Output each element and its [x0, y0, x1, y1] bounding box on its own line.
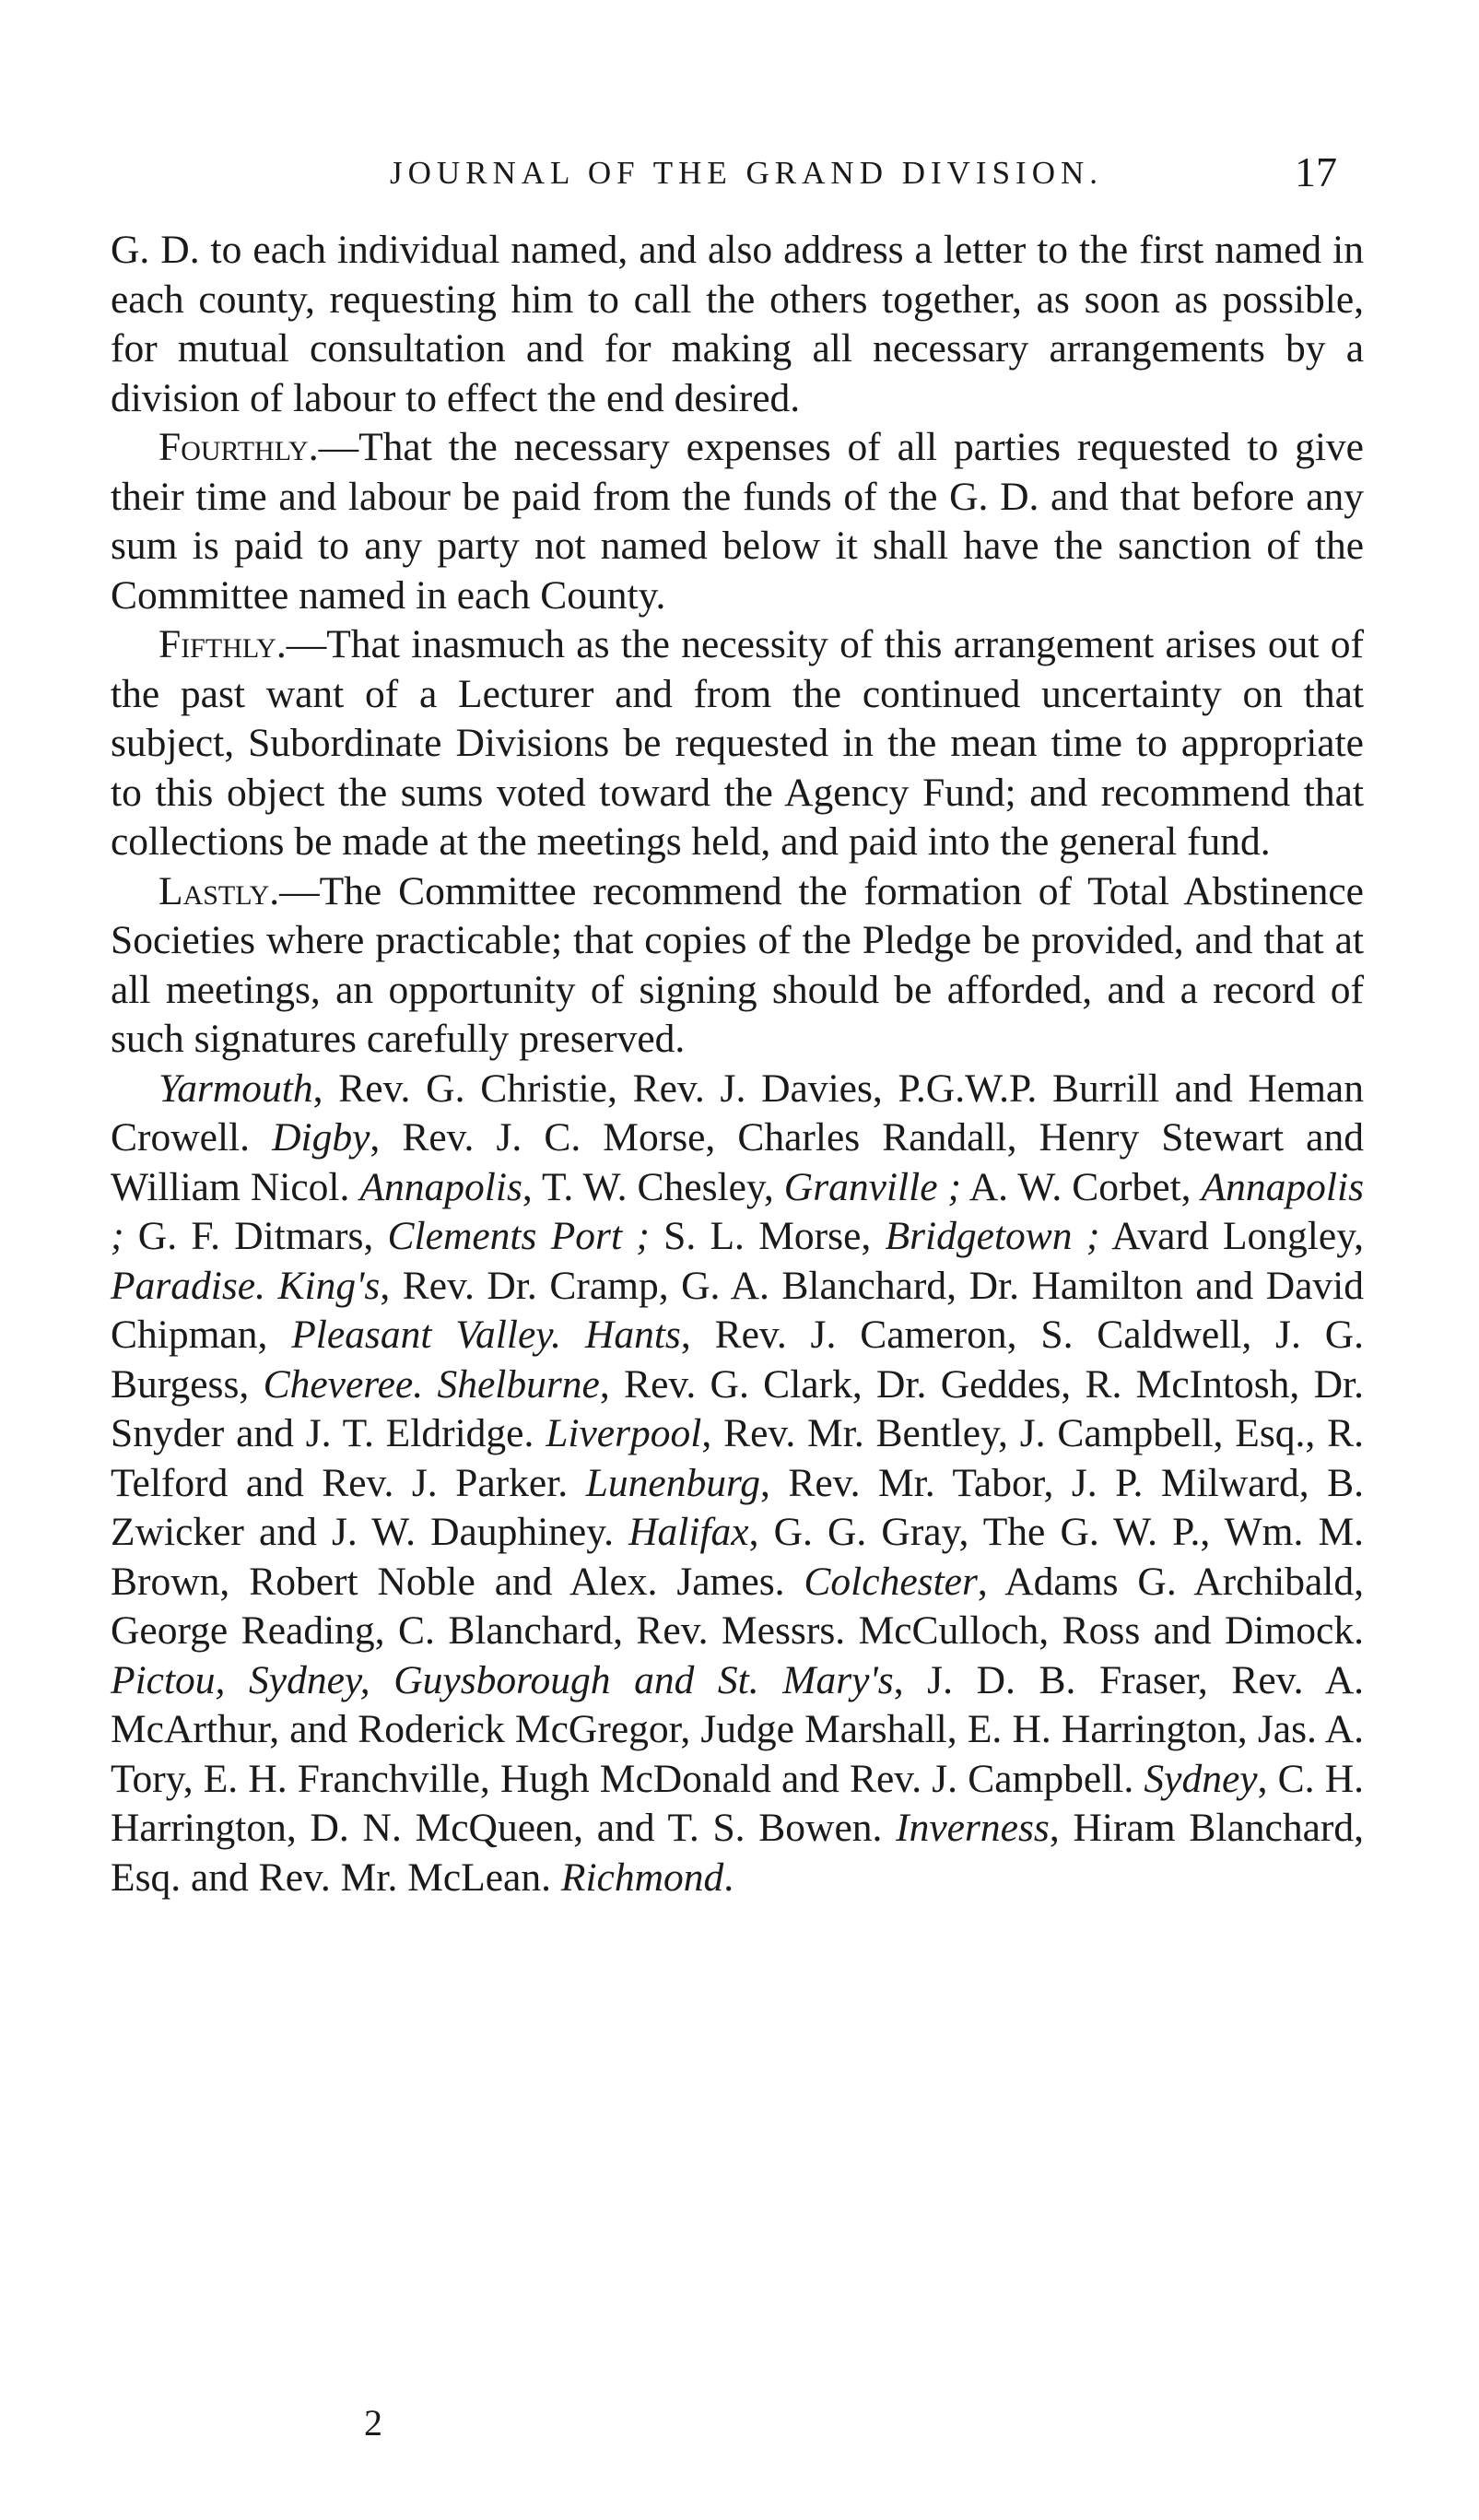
committee-members: , Rev. Mr. Bentley, J. Campbell, Esq., R. Telford and Rev. J. Parker. — [111, 1411, 1364, 1505]
committee-members — [561, 1313, 585, 1357]
paragraph-text: —The Committee recommend the formation of Total Abstinence Societies where practicable; that copies of the Pledge be provided, and that at all meetings, an opportunity of signing should be afforded, and a record of such signatures carefully preserved. — [111, 868, 1364, 1061]
committee-members: , Adams G. Archibald, George Reading, C. Blanchard, Rev. Messrs. McCulloch, Ross and Dimock. — [111, 1559, 1364, 1653]
place-name: Halifax — [628, 1510, 749, 1554]
paragraph-fifthly — [111, 620, 1364, 867]
paragraph-text: —That the necessary expenses of all parties requested to give their time and labour be paid from the funds of the G. D. and that before any sum is paid to any party not named below it shall have the sanction of the Committee named in each County. — [111, 425, 1364, 618]
committee-list — [111, 1065, 1364, 1903]
paragraph-continuation: G. D. to each individual named, and also address a letter to the first named in each county, requesting him to call the others together, as soon as possible, for mutual consultation and for making all necessary arrangements by a division of labour to effect the end desired. — [111, 228, 1364, 420]
place-name: Pleasant Valley. — [291, 1313, 562, 1357]
committee-members: , Rev. Mr. Tabor, J. P. Milward, B. Zwicker and J. W. Dauphiney. — [111, 1460, 1365, 1554]
committee-members: , Rev. J. Cameron, S. Caldwell, J. G. Burgess, — [111, 1313, 1364, 1407]
place-name: Shelburne — [437, 1361, 600, 1407]
place-name: Liverpool — [546, 1411, 702, 1455]
signature-mark: 2 — [364, 2402, 382, 2443]
place-name: Cheveree. — [263, 1361, 424, 1407]
place-name: Granville ; — [783, 1164, 962, 1209]
running-head: JOURNAL OF THE GRAND DIVISION. — [389, 155, 1104, 191]
committee-members — [423, 1362, 437, 1407]
place-name: Paradise. — [111, 1263, 265, 1308]
place-name: Richmond — [560, 1855, 724, 1900]
committee-members: A. W. Corbet, — [961, 1164, 1202, 1209]
committee-members: Avard Longley, — [1099, 1214, 1364, 1258]
committee-members: , Rev. G. Christie, Rev. J. Davies, P.G.W.P. Burrill and Heman Crowell. — [111, 1066, 1364, 1160]
committee-members: , Rev. G. Clark, Dr. Geddes, R. McIntosh, Dr. Snyder and J. T. Eldridge. — [111, 1361, 1365, 1455]
paragraph-lead: Lastly. — [158, 868, 280, 913]
place-name: Inverness — [896, 1806, 1050, 1850]
paragraph-lead: Fifthly. — [158, 622, 287, 666]
committee-members: , C. H. Harrington, D. N. McQueen, and T. S. Bowen. — [111, 1756, 1364, 1850]
committee-members: S. L. Morse, — [649, 1214, 886, 1258]
place-name: Clements Port ; — [387, 1214, 650, 1258]
committee-members: , Rev. J. C. Morse, Charles Randall, Henry Stewart and William Nicol. — [111, 1115, 1364, 1209]
body-text — [111, 226, 1364, 1902]
place-name: King's — [277, 1263, 381, 1308]
committee-members: G. F. Ditmars, — [123, 1214, 388, 1258]
place-name: Bridgetown ; — [885, 1214, 1100, 1258]
paragraph-fourthly — [111, 423, 1364, 620]
place-name: Lunenburg — [585, 1460, 761, 1505]
place-name: Pictou, Sydney, Guysborough and St. Mary's — [111, 1657, 894, 1702]
page-number: 17 — [1295, 148, 1337, 195]
committee-members — [265, 1264, 278, 1308]
place-name: Colchester — [804, 1559, 978, 1604]
place-name: Sydney — [1144, 1756, 1258, 1801]
paragraph-lastly — [111, 867, 1364, 1065]
committee-members: , Hiram Blanchard, Esq. and Rev. Mr. McLean. — [111, 1806, 1364, 1900]
paragraph-text: —That inasmuch as the necessity of this arrangement arises out of the past want of a Lecturer and from the continued uncertainty on that subject, Subordinate Divisions be requested in the mean time to appropriate to this object the sums voted toward the Agency Fund; and recommend that collections be made at the meetings held, and paid into the general fund. — [111, 622, 1364, 864]
committee-members: , T. W. Chesley, — [522, 1164, 784, 1209]
committee-members: , Rev. Dr. Cramp, G. A. Blanchard, Dr. Hamilton and David Chipman, — [111, 1263, 1364, 1357]
committee-members: . — [723, 1855, 734, 1900]
committee-members: , J. D. B. Fraser, Rev. A. McArthur, and Roderick McGregor, Judge Marshall, E. H. Harrington, Jas. A. Tory, E. H. Franchville, Hugh McDonald and Rev. J. Campbell. — [111, 1657, 1364, 1801]
place-name: Hants — [584, 1313, 681, 1357]
paragraph-lead: Fourthly. — [158, 425, 319, 469]
place-name: Annapolis — [359, 1164, 522, 1209]
committee-members: , G. G. Gray, The G. W. P., Wm. M. Brown, Robert Noble and Alex. James. — [111, 1510, 1364, 1604]
place-name: Yarmouth — [158, 1066, 313, 1111]
place-name: Digby — [272, 1115, 370, 1160]
place-name: Annapolis ; — [111, 1164, 1365, 1258]
